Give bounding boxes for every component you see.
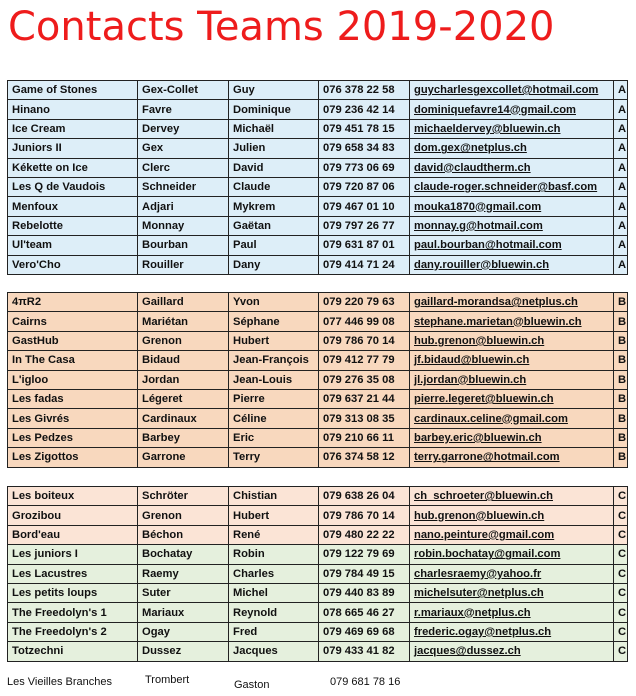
first-name-cell: Jacques bbox=[229, 642, 319, 661]
contacts-table-group-b bbox=[7, 292, 628, 468]
table-row bbox=[8, 428, 628, 447]
group-cell: A bbox=[614, 158, 628, 177]
group-cell: C bbox=[614, 506, 628, 525]
first-name-cell: Chistian bbox=[229, 487, 319, 506]
phone-cell: 079 786 70 14 bbox=[319, 331, 410, 350]
phone-cell: 077 446 99 08 bbox=[319, 312, 410, 331]
table-row bbox=[8, 312, 628, 331]
first-name-cell: Jean-François bbox=[229, 351, 319, 370]
email-link[interactable]: stephane.marietan@bluewin.ch bbox=[410, 312, 614, 331]
last-name-cell: Ogay bbox=[138, 622, 229, 641]
phone-cell: 079 467 01 10 bbox=[319, 197, 410, 216]
email-link[interactable]: r.mariaux@netplus.ch bbox=[410, 603, 614, 622]
table-row bbox=[8, 487, 628, 506]
team-name-cell: Kékette on Ice bbox=[8, 158, 138, 177]
group-cell: C bbox=[614, 642, 628, 661]
group-cell: A bbox=[614, 100, 628, 119]
last-name-cell: Favre bbox=[138, 100, 229, 119]
first-name-cell: Charles bbox=[229, 564, 319, 583]
first-name-cell: Pierre bbox=[229, 389, 319, 408]
group-cell: C bbox=[614, 583, 628, 602]
team-name-cell: Menfoux bbox=[8, 197, 138, 216]
group-cell: A bbox=[614, 255, 628, 274]
phone-cell: 079 720 87 06 bbox=[319, 177, 410, 196]
first-name-cell: Céline bbox=[229, 409, 319, 428]
table-row bbox=[8, 119, 628, 138]
phone-cell: 079 122 79 69 bbox=[319, 545, 410, 564]
email-link[interactable]: ch_schroeter@bluewin.ch bbox=[410, 487, 614, 506]
team-name-cell: Bord'eau bbox=[8, 525, 138, 544]
group-cell: B bbox=[614, 331, 628, 350]
phone-cell: 079 797 26 77 bbox=[319, 216, 410, 235]
table-row bbox=[8, 100, 628, 119]
team-name-cell: Rebelotte bbox=[8, 216, 138, 235]
last-name-cell: Gaillard bbox=[138, 293, 229, 312]
email-link[interactable]: mouka1870@gmail.com bbox=[410, 197, 614, 216]
first-name-cell: Michaël bbox=[229, 119, 319, 138]
last-name-cell: Suter bbox=[138, 583, 229, 602]
table-row bbox=[8, 525, 628, 544]
table-row bbox=[8, 409, 628, 428]
first-name-cell: Guy bbox=[229, 81, 319, 100]
phone-cell: 079 773 06 69 bbox=[319, 158, 410, 177]
email-link[interactable]: robin.bochatay@gmail.com bbox=[410, 545, 614, 564]
group-cell: C bbox=[614, 603, 628, 622]
email-link[interactable]: dany.rouiller@bluewin.ch bbox=[410, 255, 614, 274]
group-cell: A bbox=[614, 139, 628, 158]
phone-cell: 079 220 79 63 bbox=[319, 293, 410, 312]
first-name-cell: Jean-Louis bbox=[229, 370, 319, 389]
last-name-cell: Bourban bbox=[138, 236, 229, 255]
team-name-cell: Les juniors I bbox=[8, 545, 138, 564]
last-name-cell: Grenon bbox=[138, 506, 229, 525]
email-link[interactable]: dominiquefavre14@gmail.com bbox=[410, 100, 614, 119]
last-name-cell: Légeret bbox=[138, 389, 229, 408]
first-name-cell: Gaëtan bbox=[229, 216, 319, 235]
phone-cell: 079 638 26 04 bbox=[319, 487, 410, 506]
email-link[interactable]: frederic.ogay@netplus.ch bbox=[410, 622, 614, 641]
group-cell: C bbox=[614, 545, 628, 564]
phone-cell: 079 637 21 44 bbox=[319, 389, 410, 408]
group-cell: B bbox=[614, 293, 628, 312]
phone-cell: 078 665 46 27 bbox=[319, 603, 410, 622]
last-name-cell: Schneider bbox=[138, 177, 229, 196]
table-row bbox=[8, 351, 628, 370]
last-name-cell: Monnay bbox=[138, 216, 229, 235]
last-name-cell: Garrone bbox=[138, 448, 229, 467]
first-name-cell: Eric bbox=[229, 428, 319, 447]
team-name-cell: Les Zigottos bbox=[8, 448, 138, 467]
table-row bbox=[8, 583, 628, 602]
table-row bbox=[8, 81, 628, 100]
team-name-cell: GastHub bbox=[8, 331, 138, 350]
first-name-cell: Hubert bbox=[229, 506, 319, 525]
last-name-cell: Clerc bbox=[138, 158, 229, 177]
group-cell: B bbox=[614, 351, 628, 370]
team-name-cell: Hinano bbox=[8, 100, 138, 119]
email-link[interactable]: monnay.g@hotmail.com bbox=[410, 216, 614, 235]
email-link[interactable]: michaeldervey@bluewin.ch bbox=[410, 119, 614, 138]
table-row bbox=[8, 545, 628, 564]
table-row bbox=[8, 236, 628, 255]
email-link[interactable]: cardinaux.celine@gmail.com bbox=[410, 409, 614, 428]
group-cell: A bbox=[614, 119, 628, 138]
last-name-cell: Béchon bbox=[138, 525, 229, 544]
team-name-cell: Les fadas bbox=[8, 389, 138, 408]
group-cell: A bbox=[614, 177, 628, 196]
phone-cell: 076 374 58 12 bbox=[319, 448, 410, 467]
email-link[interactable]: dom.gex@netplus.ch bbox=[410, 139, 614, 158]
group-cell: B bbox=[614, 428, 628, 447]
team-name-cell: Cairns bbox=[8, 312, 138, 331]
first-name-cell: Terry bbox=[229, 448, 319, 467]
email-link[interactable]: terry.garrone@hotmail.com bbox=[410, 448, 614, 467]
team-name-cell: Les Q de Vaudois bbox=[8, 177, 138, 196]
email-link[interactable]: jl.jordan@bluewin.ch bbox=[410, 370, 614, 389]
phone-cell: 079 236 42 14 bbox=[319, 100, 410, 119]
first-name-cell: Dany bbox=[229, 255, 319, 274]
last-name-cell: Dussez bbox=[138, 642, 229, 661]
last-name-cell: Gex-Collet bbox=[138, 81, 229, 100]
group-cell: C bbox=[614, 622, 628, 641]
team-name-cell: L'igloo bbox=[8, 370, 138, 389]
first-name-cell: Séphane bbox=[229, 312, 319, 331]
first-name-cell: Robin bbox=[229, 545, 319, 564]
group-cell: A bbox=[614, 236, 628, 255]
last-name-cell: Bidaud bbox=[138, 351, 229, 370]
table-row bbox=[8, 331, 628, 350]
table-row bbox=[8, 293, 628, 312]
table-row bbox=[8, 448, 628, 467]
phone-cell: 076 378 22 58 bbox=[319, 81, 410, 100]
email-link[interactable]: barbey.eric@bluewin.ch bbox=[410, 428, 614, 447]
table-row bbox=[8, 603, 628, 622]
first-name-cell: Reynold bbox=[229, 603, 319, 622]
table-row bbox=[8, 370, 628, 389]
table-row bbox=[8, 177, 628, 196]
last-name-cell: Mariaux bbox=[138, 603, 229, 622]
group-cell: B bbox=[614, 312, 628, 331]
phone-cell: 079 210 66 11 bbox=[319, 428, 410, 447]
team-name-cell: Game of Stones bbox=[8, 81, 138, 100]
last-name-cell: Raemy bbox=[138, 564, 229, 583]
last-name-cell: Schröter bbox=[138, 487, 229, 506]
phone-cell: 079 440 83 89 bbox=[319, 583, 410, 602]
team-name-cell: 4πR2 bbox=[8, 293, 138, 312]
first-name-cell: Yvon bbox=[229, 293, 319, 312]
group-cell: C bbox=[614, 487, 628, 506]
table-row bbox=[8, 158, 628, 177]
last-name-cell: Barbey bbox=[138, 428, 229, 447]
email-link[interactable]: hub.grenon@bluewin.ch bbox=[410, 331, 614, 350]
table-row bbox=[8, 622, 628, 641]
email-link[interactable]: hub.grenon@bluewin.ch bbox=[410, 506, 614, 525]
group-cell: B bbox=[614, 370, 628, 389]
table-row bbox=[8, 389, 628, 408]
team-name-cell: Les Pedzes bbox=[8, 428, 138, 447]
phone-cell: 079 469 69 68 bbox=[319, 622, 410, 641]
group-cell: C bbox=[614, 525, 628, 544]
footer-last-name: Trombert bbox=[145, 674, 190, 686]
group-cell: A bbox=[614, 81, 628, 100]
phone-cell: 079 412 77 79 bbox=[319, 351, 410, 370]
phone-cell: 079 276 35 08 bbox=[319, 370, 410, 389]
phone-cell: 079 451 78 15 bbox=[319, 119, 410, 138]
group-cell: B bbox=[614, 389, 628, 408]
first-name-cell: Julien bbox=[229, 139, 319, 158]
email-link[interactable]: guycharlesgexcollet@hotmail.com bbox=[410, 81, 614, 100]
team-name-cell: Les petits loups bbox=[8, 583, 138, 602]
phone-cell: 079 313 08 35 bbox=[319, 409, 410, 428]
phone-cell: 079 433 41 82 bbox=[319, 642, 410, 661]
email-link[interactable]: gaillard-morandsa@netplus.ch bbox=[410, 293, 614, 312]
team-name-cell: In The Casa bbox=[8, 351, 138, 370]
email-link[interactable]: david@claudtherm.ch bbox=[410, 158, 614, 177]
last-name-cell: Bochatay bbox=[138, 545, 229, 564]
group-cell: B bbox=[614, 409, 628, 428]
table-row bbox=[8, 255, 628, 274]
team-name-cell: Totzechni bbox=[8, 642, 138, 661]
first-name-cell: Mykrem bbox=[229, 197, 319, 216]
first-name-cell: Dominique bbox=[229, 100, 319, 119]
phone-cell: 079 658 34 83 bbox=[319, 139, 410, 158]
team-name-cell: The Freedolyn's 1 bbox=[8, 603, 138, 622]
last-name-cell: Adjari bbox=[138, 197, 229, 216]
team-name-cell: Les boiteux bbox=[8, 487, 138, 506]
first-name-cell: Paul bbox=[229, 236, 319, 255]
last-name-cell: Cardinaux bbox=[138, 409, 229, 428]
footer-first-name: Gaston bbox=[234, 679, 270, 691]
email-link[interactable]: jf.bidaud@bluewin.ch bbox=[410, 351, 614, 370]
group-cell: A bbox=[614, 216, 628, 235]
group-cell: B bbox=[614, 448, 628, 467]
email-link[interactable]: paul.bourban@hotmail.com bbox=[410, 236, 614, 255]
team-name-cell: Vero'Cho bbox=[8, 255, 138, 274]
contacts-table-group-a bbox=[7, 80, 628, 275]
email-link[interactable]: jacques@dussez.ch bbox=[410, 642, 614, 661]
phone-cell: 079 784 49 15 bbox=[319, 564, 410, 583]
page-title: Contacts Teams 2019-2020 bbox=[8, 4, 555, 50]
email-link[interactable]: pierre.legeret@bluewin.ch bbox=[410, 389, 614, 408]
last-name-cell: Dervey bbox=[138, 119, 229, 138]
phone-cell: 079 480 22 22 bbox=[319, 525, 410, 544]
table-row bbox=[8, 139, 628, 158]
team-name-cell: Grozibou bbox=[8, 506, 138, 525]
last-name-cell: Grenon bbox=[138, 331, 229, 350]
table-row bbox=[8, 216, 628, 235]
last-name-cell: Mariétan bbox=[138, 312, 229, 331]
email-link[interactable]: michelsuter@netplus.ch bbox=[410, 583, 614, 602]
team-name-cell: The Freedolyn's 2 bbox=[8, 622, 138, 641]
group-cell: C bbox=[614, 564, 628, 583]
team-name-cell: Les Lacustres bbox=[8, 564, 138, 583]
phone-cell: 079 414 71 24 bbox=[319, 255, 410, 274]
footer-phone: 079 681 78 16 bbox=[330, 676, 401, 688]
first-name-cell: David bbox=[229, 158, 319, 177]
first-name-cell: Claude bbox=[229, 177, 319, 196]
team-name-cell: Juniors II bbox=[8, 139, 138, 158]
last-name-cell: Gex bbox=[138, 139, 229, 158]
first-name-cell: Fred bbox=[229, 622, 319, 641]
first-name-cell: Hubert bbox=[229, 331, 319, 350]
email-link[interactable]: nano.peinture@gmail.com bbox=[410, 525, 614, 544]
contacts-table-group-c bbox=[7, 486, 628, 662]
team-name-cell: Les Givrés bbox=[8, 409, 138, 428]
table-row bbox=[8, 564, 628, 583]
email-link[interactable]: claude-roger.schneider@basf.com bbox=[410, 177, 614, 196]
first-name-cell: Michel bbox=[229, 583, 319, 602]
email-link[interactable]: charlesraemy@yahoo.fr bbox=[410, 564, 614, 583]
last-name-cell: Rouiller bbox=[138, 255, 229, 274]
last-name-cell: Jordan bbox=[138, 370, 229, 389]
table-row bbox=[8, 642, 628, 661]
first-name-cell: René bbox=[229, 525, 319, 544]
footer-team: Les Vieilles Branches bbox=[7, 676, 112, 688]
group-cell: A bbox=[614, 197, 628, 216]
phone-cell: 079 786 70 14 bbox=[319, 506, 410, 525]
team-name-cell: Ice Cream bbox=[8, 119, 138, 138]
team-name-cell: Ul'team bbox=[8, 236, 138, 255]
phone-cell: 079 631 87 01 bbox=[319, 236, 410, 255]
table-row bbox=[8, 197, 628, 216]
table-row bbox=[8, 506, 628, 525]
